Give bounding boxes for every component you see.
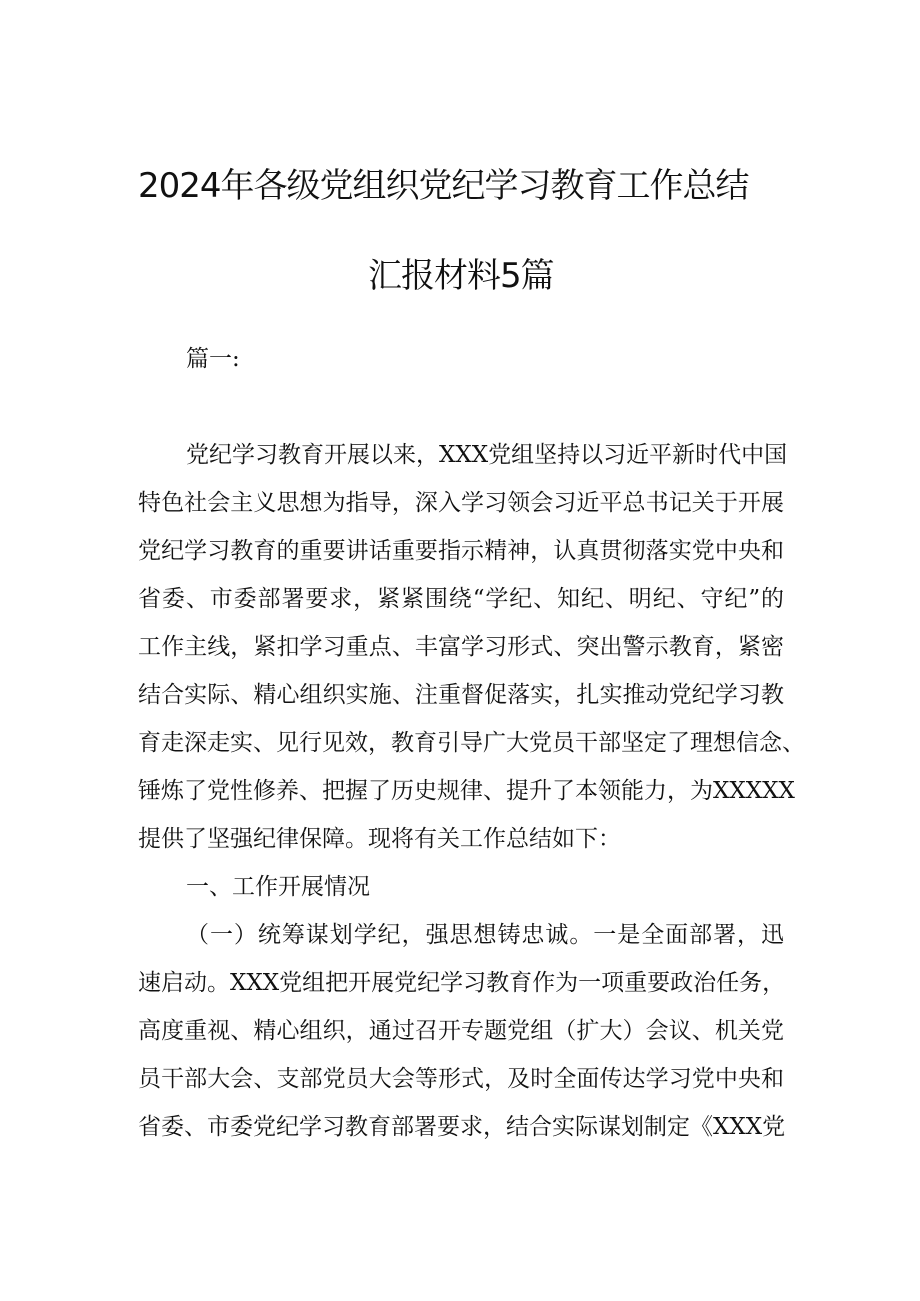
paragraph-2-line: （一）统筹谋划学纪，强思想铸忠诚。一是全面部署，迅 [186, 922, 784, 948]
paragraph-1-line: 育走深走实、见行见效，教育引导广大党员干部坚定了理想信念、 [138, 730, 805, 756]
section-label: 篇一: [186, 346, 240, 372]
paragraph-2-line: 省委、市委党纪学习教育部署要求，结合实际谋划制定《XXX党 [138, 1114, 786, 1140]
paragraph-1-line: 省委、市委部署要求，紧紧围绕“学纪、知纪、明纪、守纪”的 [138, 586, 784, 612]
paragraph-2-line: 高度重视、精心组织，通过召开专题党组（扩大）会议、机关党 [138, 1018, 784, 1044]
paragraph-1-line: 结合实际、精心组织实施、注重督促落实，扎实推动党纪学习教 [138, 682, 784, 708]
paragraph-2-line: 员干部大会、支部党员大会等形式，及时全面传达学习党中央和 [138, 1066, 784, 1092]
paragraph-1-line: 党纪学习教育开展以来，XXX党组坚持以习近平新时代中国 [186, 442, 788, 468]
paragraph-1-line: 工作主线，紧扣学习重点、丰富学习形式、突出警示教育，紧密 [138, 634, 784, 660]
paragraph-1-line: 锤炼了党性修养、把握了历史规律、提升了本领能力，为XXXXX [138, 778, 795, 804]
paragraph-1-line: 党纪学习教育的重要讲话重要指示精神，认真贯彻落实党中央和 [138, 538, 784, 564]
section-heading: 一、工作开展情况 [186, 874, 370, 900]
document-title-line-2: 汇报材料5篇 [368, 256, 554, 296]
paragraph-2-line: 速启动。XXX党组把开展党纪学习教育作为一项重要政治任务， [138, 970, 786, 996]
paragraph-1-line: 特色社会主义思想为指导，深入学习领会习近平总书记关于开展 [138, 490, 784, 516]
document-title-line-1: 2024年各级党组织党纪学习教育工作总结 [138, 166, 749, 206]
paragraph-1-line: 提供了坚强纪律保障。现将有关工作总结如下： [138, 826, 621, 852]
